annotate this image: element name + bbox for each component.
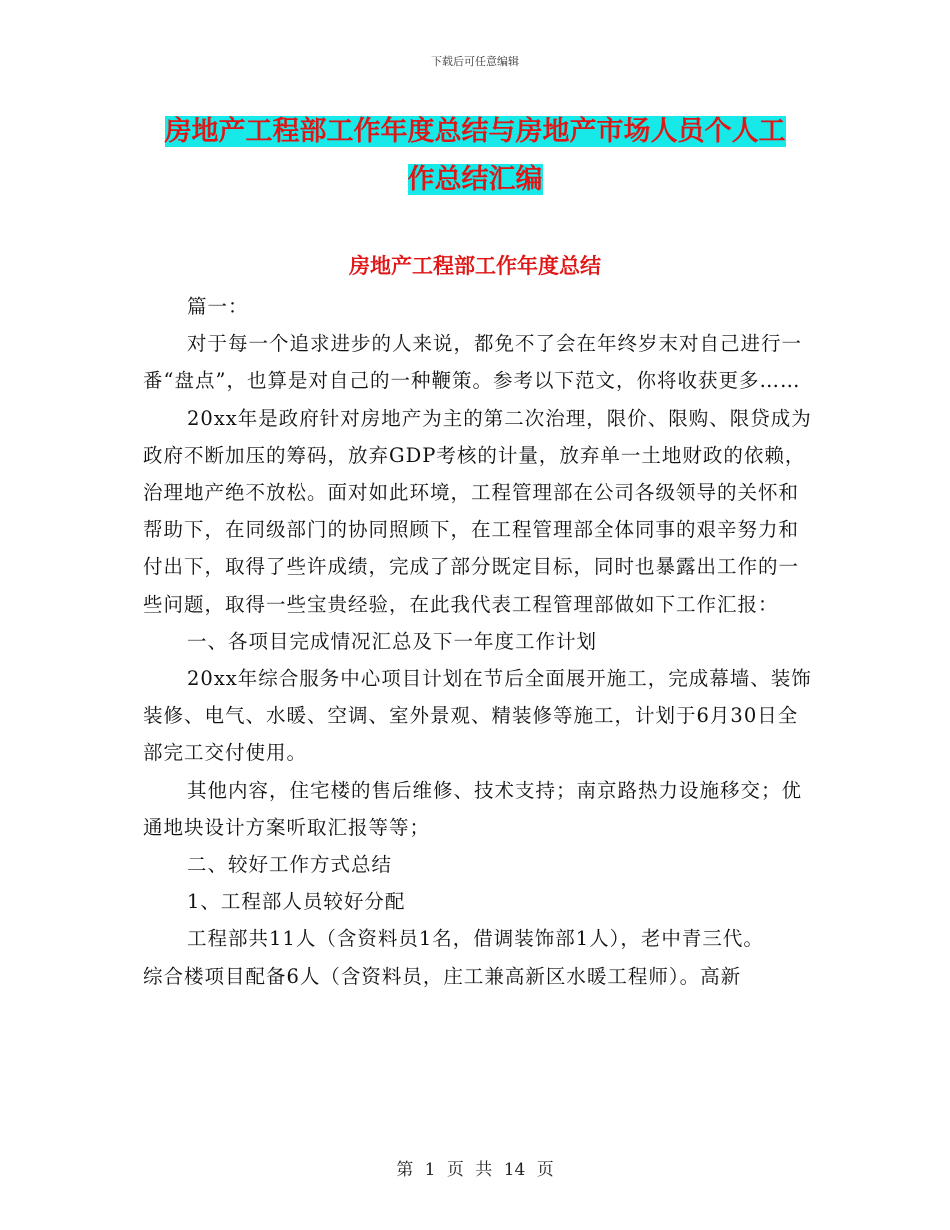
body-text — [143, 288, 813, 995]
page-footer: 第 1 页 共 14 页 — [396, 1160, 554, 1180]
paragraph: 20xx年综合服务中心项目计划在节后全面展开施工，完成幕墙、装饰装修、电气、水暖、空调、室外景观、精装修等施工，计划于6月30日全部完工交付使用。 — [143, 667, 812, 765]
paragraph: 一、各项目完成情况汇总及下一年度工作计划 — [187, 629, 598, 653]
header-note: 下载后可任意编辑 — [431, 55, 519, 68]
main-title — [150, 108, 800, 204]
main-title-line1: 房地产工程部工作年度总结与房地产市场人员个人工 — [164, 116, 786, 147]
paragraph: 综合楼项目配备6人（含资料员，庄工兼高新区水暖工程师）。高新 — [143, 964, 742, 988]
paragraph: 二、较好工作方式总结 — [187, 853, 393, 877]
paragraph: 其他内容，住宅楼的售后维修、技术支持；南京路热力设施移交；优通地块设计方案听取汇报等等； — [143, 778, 803, 839]
paragraph: 对于每一个追求进步的人来说，都免不了会在年终岁末对自己进行一番“盘点”，也算是对自己的一种鞭策。参考以下范文，你将收获更多…… — [143, 332, 803, 393]
section-title: 房地产工程部工作年度总结 — [349, 253, 601, 278]
paragraph: 篇一： — [187, 295, 249, 318]
paragraph: 1、工程部人员较好分配 — [187, 890, 406, 914]
main-title-line2: 作总结汇编 — [407, 164, 543, 195]
paragraph: 20xx年是政府针对房地产为主的第二次治理，限价、限购、限贷成为政府不断加压的筹码，放弃GDP考核的计量，放弃单一土地财政的依赖，治理地产绝不放松。面对如此环境，工程管理部在公司各级领导的关怀和帮助下，在同级部门的协同照顾下，在工程管理部全体同事的艰辛努力和付出下，取得了些许成绩，完成了部分既定目标，同时也暴露出工作的一些问题，取得一些宝贵经验，在此我代表工程管理部做如下工作汇报： — [143, 406, 812, 616]
paragraph: 工程部共11人（含资料员1名，借调装饰部1人），老中青三代。 — [187, 927, 764, 951]
